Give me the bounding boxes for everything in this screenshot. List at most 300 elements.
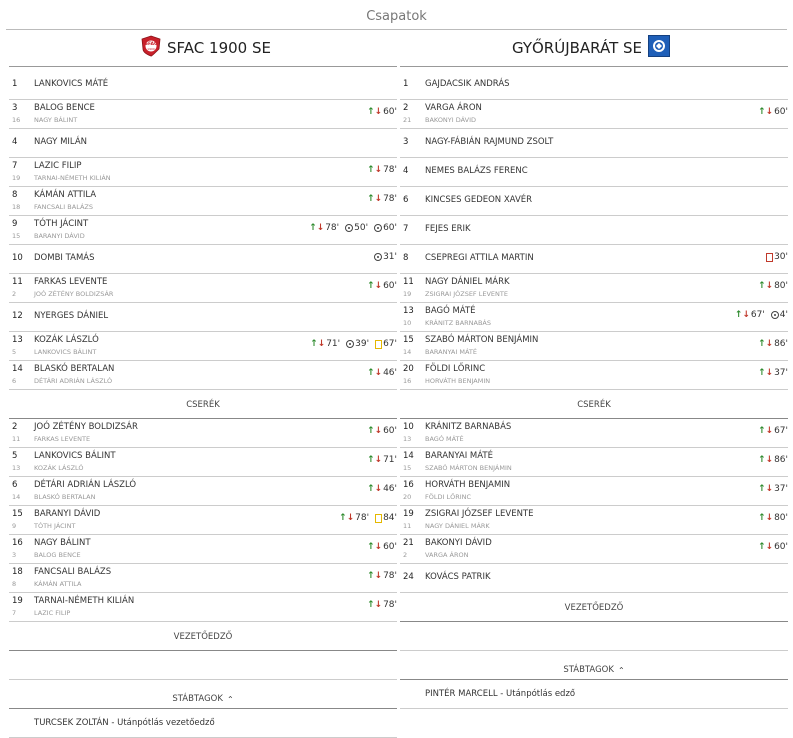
event-minute: 84': [383, 513, 397, 523]
player-row[interactable]: [400, 187, 788, 216]
event-minute: 60': [383, 281, 397, 291]
player-number: 12: [12, 311, 23, 321]
event-sub: [758, 484, 788, 494]
event-sub: [758, 107, 788, 117]
away-team-panel: [400, 30, 788, 709]
substitute-number: 9: [12, 522, 17, 530]
event-sub: [758, 368, 788, 378]
substitute-name: BARANYI DÁVID: [34, 232, 85, 240]
player-events: [374, 252, 397, 262]
event-minute: 60': [774, 542, 788, 552]
player-number: 16: [12, 538, 23, 548]
player-name[interactable]: NEMES BALÁZS FERENC: [425, 166, 528, 176]
home-team-crest-icon: [141, 35, 161, 61]
away-subs-list: [400, 419, 788, 593]
event-minute: 50': [354, 223, 369, 233]
event-goal: [374, 223, 397, 233]
away-staff-list: [400, 680, 788, 709]
substitute-name: BALOG BENCE: [34, 551, 81, 559]
player-name[interactable]: BLASKÓ BERTALAN: [34, 364, 115, 374]
event-minute: 37': [774, 484, 788, 494]
player-name[interactable]: BAKONYI DÁVID: [425, 538, 492, 548]
event-minute: 30': [774, 252, 788, 262]
substitute-name: VARGA ÁRON: [425, 551, 469, 559]
player-row[interactable]: [9, 419, 397, 448]
away-staff-title: STÁBTAGOK: [563, 665, 614, 675]
event-minute: 80': [774, 281, 788, 291]
event-minute: 67': [383, 339, 397, 349]
substitution-icon: ↑ ↓: [366, 425, 383, 436]
player-row[interactable]: [9, 535, 397, 564]
event-sub: [367, 600, 397, 610]
event-minute: 78': [383, 165, 397, 175]
player-name[interactable]: BARANYAI MÁTÉ: [425, 451, 493, 461]
player-name[interactable]: NAGY BÁLINT: [34, 538, 91, 548]
substitution-icon: ↑ ↓: [366, 106, 383, 117]
chevron-up-icon: ⌃: [226, 694, 234, 704]
substitution-icon: ↑ ↓: [757, 367, 774, 378]
substitute-name: KÁMÁN ATTILA: [34, 580, 82, 588]
chevron-up-icon: ⌃: [617, 665, 625, 675]
player-name[interactable]: SZABÓ MÁRTON BENJÁMIN: [425, 335, 539, 345]
player-events: [367, 194, 397, 204]
substitution-icon: ↑ ↓: [366, 280, 383, 291]
substitute-name: KRÁNITZ BARNABÁS: [425, 319, 491, 327]
player-number: 4: [12, 137, 18, 147]
event-minute: 60': [383, 223, 397, 233]
away-coach-row: [400, 622, 788, 651]
event-sub: [309, 223, 339, 233]
player-number: 11: [403, 277, 414, 287]
player-number: 6: [403, 195, 409, 205]
player-name[interactable]: KINCSES GEDEON XAVÉR: [425, 195, 533, 205]
player-name[interactable]: FÖLDI LŐRINC: [425, 364, 486, 374]
substitute-name: HORVÁTH BENJAMIN: [425, 377, 491, 385]
staff-row: [400, 680, 788, 709]
player-row[interactable]: [9, 477, 397, 506]
player-name[interactable]: FARKAS LEVENTE: [34, 277, 108, 287]
substitute-name: BLASKÓ BERTALAN: [34, 493, 96, 501]
event-minute: 46': [383, 368, 397, 378]
player-number: 1: [403, 79, 409, 89]
event-sub: [367, 542, 397, 552]
player-events: [367, 600, 397, 610]
home-subs-list: [9, 419, 397, 622]
substitute-name: BAKONYI DÁVID: [425, 116, 477, 124]
substitution-icon: ↑ ↓: [366, 193, 383, 204]
substitute-number: 2: [12, 290, 17, 298]
event-minute: 78': [355, 513, 370, 523]
player-row[interactable]: [9, 506, 397, 535]
substitute-name: BARANYAI MÁTÉ: [425, 348, 477, 356]
event-minute: 39': [355, 339, 370, 349]
away-team-name[interactable]: GYŐRÚJBARÁT SE: [511, 39, 643, 57]
event-sub: [758, 513, 788, 523]
event-goal: [771, 310, 788, 320]
away-subs-title: CSERÉK: [400, 390, 788, 419]
player-name[interactable]: BAGÓ MÁTÉ: [425, 306, 476, 316]
player-row[interactable]: [9, 564, 397, 593]
substitute-name: NAGY BÁLINT: [34, 116, 78, 124]
substitute-name: JOÓ ZÉTÉNY BOLDIZSÁR: [34, 290, 114, 298]
substitution-icon: ↑ ↓: [366, 570, 383, 581]
player-row[interactable]: [400, 419, 788, 448]
player-events: [367, 281, 397, 291]
substitute-number: 15: [403, 464, 412, 472]
home-team-panel: [9, 30, 397, 738]
player-number: 8: [12, 190, 18, 200]
substitution-icon: ↑ ↓: [310, 338, 326, 349]
player-row[interactable]: [400, 564, 788, 593]
substitute-number: 11: [12, 435, 21, 443]
player-name[interactable]: CSEPREGI ATTILA MARTIN: [425, 253, 534, 263]
substitute-name: DÉTÁRI ADRIÁN LÁSZLÓ: [34, 377, 113, 385]
player-number: 13: [12, 335, 23, 345]
substitution-icon: ↑ ↓: [757, 512, 774, 523]
goal-ball-icon: [374, 224, 382, 232]
event-minute: 80': [774, 513, 788, 523]
player-number: 1: [12, 79, 18, 89]
away-staff-toggle[interactable]: [400, 651, 788, 680]
substitute-number: 16: [403, 377, 412, 385]
player-number: 14: [12, 364, 23, 374]
player-name[interactable]: BALOG BENCE: [34, 103, 95, 113]
player-number: 16: [403, 480, 414, 490]
player-name[interactable]: LANKOVICS BÁLINT: [34, 451, 116, 461]
home-team-header: [9, 30, 397, 66]
substitute-number: 13: [12, 464, 21, 472]
player-events: [310, 339, 397, 349]
substitute-name: FÖLDI LŐRINC: [425, 493, 472, 501]
substitute-number: 16: [12, 116, 21, 124]
player-row[interactable]: [9, 448, 397, 477]
substitute-name: KOZÁK LÁSZLÓ: [34, 464, 84, 472]
player-events: [758, 542, 788, 552]
player-row[interactable]: [400, 332, 788, 361]
event-sub: [310, 339, 340, 349]
player-row[interactable]: [9, 100, 397, 129]
player-events: [367, 455, 397, 465]
player-row[interactable]: [400, 448, 788, 477]
player-row[interactable]: [9, 361, 397, 390]
away-starters-list: [400, 71, 788, 390]
away-team-crest-icon: [648, 35, 670, 61]
player-row[interactable]: [9, 274, 397, 303]
player-name[interactable]: KÁMÁN ATTILA: [34, 190, 97, 200]
player-name[interactable]: HORVÁTH BENJAMIN: [425, 480, 511, 490]
player-row[interactable]: [400, 477, 788, 506]
player-events: [758, 107, 788, 117]
substitute-number: 19: [12, 174, 21, 182]
player-number: 3: [12, 103, 18, 113]
event-sub: [367, 571, 397, 581]
page-title: Csapatok: [366, 9, 427, 24]
event-sub: [367, 426, 397, 436]
player-number: 7: [12, 161, 18, 171]
player-events: [766, 252, 788, 262]
player-row[interactable]: [400, 129, 788, 158]
event-minute: 4': [779, 310, 788, 320]
player-events: [758, 455, 788, 465]
substitute-number: 6: [12, 377, 17, 385]
substitute-number: 8: [12, 580, 17, 588]
substitute-name: LAZIC FILIP: [34, 609, 71, 617]
player-events: [367, 484, 397, 494]
player-number: 5: [12, 451, 18, 461]
event-minute: 78': [383, 600, 397, 610]
player-number: 4: [403, 166, 409, 176]
home-subs-title: CSERÉK: [9, 390, 397, 419]
substitution-icon: ↑ ↓: [734, 309, 750, 320]
player-events: [367, 426, 397, 436]
red-card-icon: [766, 253, 773, 262]
player-events: [735, 310, 788, 320]
player-name[interactable]: FEJES ERIK: [425, 224, 471, 234]
player-name[interactable]: KOZÁK LÁSZLÓ: [34, 335, 99, 345]
yellow-card-icon: [375, 514, 382, 523]
substitution-icon: ↑ ↓: [366, 164, 383, 175]
player-row[interactable]: [9, 245, 397, 274]
player-events: [367, 542, 397, 552]
yellow-card-icon: [375, 340, 382, 349]
player-row[interactable]: [9, 332, 397, 361]
player-name[interactable]: NAGY DÁNIEL MÁRK: [425, 277, 510, 287]
player-number: 14: [403, 451, 414, 461]
player-number: 7: [403, 224, 409, 234]
substitute-name: TARNAI-NÉMETH KILIÁN: [34, 174, 111, 182]
substitute-number: 5: [12, 348, 17, 356]
goal-ball-icon: [771, 311, 779, 319]
substitute-number: 15: [12, 232, 21, 240]
event-minute: 71': [326, 339, 341, 349]
player-row[interactable]: [9, 129, 397, 158]
player-events: [758, 513, 788, 523]
event-minute: 46': [383, 484, 397, 494]
player-number: 2: [12, 422, 18, 432]
player-row[interactable]: [400, 71, 788, 100]
substitute-number: 18: [12, 203, 21, 211]
substitution-icon: ↑ ↓: [366, 483, 383, 494]
svg-text:SFAC: SFAC: [144, 42, 158, 47]
event-minute: 60': [383, 107, 397, 117]
event-minute: 78': [325, 223, 340, 233]
player-events: [367, 368, 397, 378]
event-goal: [346, 339, 369, 349]
event-minute: 86': [774, 455, 788, 465]
staff-name: PINTÉR MARCELL - Utánpótlás edző: [425, 689, 576, 699]
substitute-number: 19: [403, 290, 412, 298]
substitute-number: 20: [403, 493, 412, 501]
event-sub: [758, 281, 788, 291]
player-row[interactable]: [400, 100, 788, 129]
substitute-name: NAGY DÁNIEL MÁRK: [425, 522, 490, 530]
substitute-name: LANKOVICS BÁLINT: [34, 348, 97, 356]
away-team-header: [400, 30, 788, 66]
player-number: 24: [403, 572, 414, 582]
player-number: 10: [12, 253, 23, 263]
event-sub: [758, 426, 788, 436]
event-sub: [367, 455, 397, 465]
player-name[interactable]: NAGY-FÁBIÁN RAJMUND ZSOLT: [425, 137, 554, 147]
event-minute: 71': [383, 455, 397, 465]
home-header-divider: [9, 66, 397, 67]
player-row[interactable]: [9, 303, 397, 332]
event-minute: 67': [750, 310, 765, 320]
event-sub: [339, 513, 369, 523]
substitute-number: 21: [403, 116, 412, 124]
substitution-icon: ↑ ↓: [757, 425, 774, 436]
event-sub: [758, 542, 788, 552]
away-header-divider: [400, 66, 788, 67]
event-red: [766, 252, 788, 262]
substitute-number: 10: [403, 319, 412, 327]
player-events: [758, 484, 788, 494]
player-row[interactable]: [400, 303, 788, 332]
substitution-icon: ↑ ↓: [757, 280, 774, 291]
staff-name: TURCSEK ZOLTÁN - Utánpótlás vezetőedző: [34, 718, 215, 728]
player-name[interactable]: KOVÁCS PATRIK: [425, 572, 491, 582]
player-name[interactable]: JOÓ ZÉTÉNY BOLDIZSÁR: [34, 422, 138, 432]
event-sub: [367, 484, 397, 494]
event-goal: [374, 252, 397, 262]
home-team-name[interactable]: SFAC 1900 SE: [167, 39, 271, 57]
substitute-name: SZABÓ MÁRTON BENJÁMIN: [425, 464, 512, 472]
player-name[interactable]: DÉTÁRI ADRIÁN LÁSZLÓ: [34, 480, 137, 490]
player-number: 19: [403, 509, 414, 519]
player-number: 2: [403, 103, 409, 113]
goal-ball-icon: [345, 224, 353, 232]
substitute-number: 2: [403, 551, 408, 559]
event-minute: 31': [383, 252, 397, 262]
event-goal: [345, 223, 368, 233]
event-yellow: [375, 513, 397, 523]
substitute-number: 14: [403, 348, 412, 356]
substitute-number: 13: [403, 435, 412, 443]
event-sub: [758, 339, 788, 349]
substitution-icon: ↑ ↓: [339, 512, 355, 523]
player-number: 9: [12, 219, 18, 229]
player-number: 18: [12, 567, 23, 577]
player-events: [758, 281, 788, 291]
player-number: 19: [12, 596, 23, 606]
player-number: 15: [12, 509, 23, 519]
player-name[interactable]: TÓTH JÁCINT: [34, 219, 89, 229]
player-row[interactable]: [400, 506, 788, 535]
event-sub: [735, 310, 765, 320]
player-events: [758, 339, 788, 349]
player-events: [309, 223, 397, 233]
player-events: [367, 107, 397, 117]
player-number: 21: [403, 538, 414, 548]
event-minute: 78': [383, 571, 397, 581]
home-staff-toggle[interactable]: [9, 680, 397, 709]
player-row[interactable]: [400, 535, 788, 564]
player-name[interactable]: TARNAI-NÉMETH KILIÁN: [34, 596, 135, 606]
player-name[interactable]: NAGY MILÁN: [34, 137, 88, 147]
substitution-icon: ↑ ↓: [757, 106, 774, 117]
goal-ball-icon: [346, 340, 354, 348]
away-coach-title: VEZETŐEDZŐ: [400, 593, 788, 622]
player-row[interactable]: [400, 274, 788, 303]
player-number: 13: [403, 306, 414, 316]
player-events: [367, 571, 397, 581]
goal-ball-icon: [374, 253, 382, 261]
home-coach-row: [9, 651, 397, 680]
player-events: [758, 426, 788, 436]
player-row[interactable]: [9, 158, 397, 187]
player-number: 3: [403, 137, 409, 147]
player-events: [339, 513, 397, 523]
player-name[interactable]: LANKOVICS MÁTÉ: [34, 79, 109, 89]
player-number: 20: [403, 364, 414, 374]
substitute-number: 11: [403, 522, 412, 530]
substitution-icon: ↑ ↓: [366, 367, 383, 378]
event-minute: 78': [383, 194, 397, 204]
substitute-number: 3: [12, 551, 17, 559]
player-events: [367, 165, 397, 175]
player-name[interactable]: NYERGES DÁNIEL: [34, 311, 109, 321]
home-coach-title: VEZETŐEDZŐ: [9, 622, 397, 651]
event-sub: [367, 165, 397, 175]
staff-row: [9, 709, 397, 738]
player-row[interactable]: [9, 216, 397, 245]
player-row[interactable]: [9, 71, 397, 100]
event-minute: 60': [383, 426, 397, 436]
player-row[interactable]: [400, 216, 788, 245]
player-name[interactable]: GAJDACSIK ANDRÁS: [425, 79, 510, 89]
player-name[interactable]: VARGA ÁRON: [425, 103, 482, 113]
player-name[interactable]: FANCSALI BALÁZS: [34, 567, 112, 577]
player-number: 10: [403, 422, 414, 432]
substitute-name: BAGÓ MÁTÉ: [425, 435, 464, 443]
player-events: [758, 368, 788, 378]
substitute-name: ZSIGRAI JÓZSEF LEVENTE: [425, 290, 508, 298]
event-minute: 60': [383, 542, 397, 552]
player-row[interactable]: [400, 158, 788, 187]
event-minute: 37': [774, 368, 788, 378]
substitute-number: 14: [12, 493, 21, 501]
event-minute: 86': [774, 339, 788, 349]
player-name[interactable]: ZSIGRAI JÓZSEF LEVENTE: [425, 509, 534, 519]
player-name[interactable]: KRÁNITZ BARNABÁS: [425, 422, 512, 432]
player-number: 6: [12, 480, 18, 490]
event-sub: [367, 107, 397, 117]
substitution-icon: ↑ ↓: [366, 599, 383, 610]
player-number: 8: [403, 253, 409, 263]
substitute-name: FARKAS LEVENTE: [34, 435, 91, 443]
event-minute: 67': [774, 426, 788, 436]
player-name[interactable]: DOMBI TAMÁS: [34, 253, 95, 263]
substitution-icon: ↑ ↓: [757, 454, 774, 465]
substitute-name: FANCSALI BALÁZS: [34, 203, 93, 211]
player-number: 11: [12, 277, 23, 287]
player-row[interactable]: [400, 245, 788, 274]
home-staff-title: STÁBTAGOK: [172, 694, 223, 704]
event-sub: [367, 368, 397, 378]
substitute-name: TÓTH JÁCINT: [34, 522, 76, 530]
substitute-number: 7: [12, 609, 17, 617]
player-name[interactable]: BARANYI DÁVID: [34, 509, 101, 519]
player-row[interactable]: [9, 187, 397, 216]
event-sub: [758, 455, 788, 465]
player-row[interactable]: [9, 593, 397, 622]
player-row[interactable]: [400, 361, 788, 390]
player-name[interactable]: LAZIC FILIP: [34, 161, 82, 171]
substitution-icon: ↑ ↓: [757, 338, 774, 349]
event-sub: [367, 281, 397, 291]
event-minute: 60': [774, 107, 788, 117]
home-starters-list: [9, 71, 397, 390]
